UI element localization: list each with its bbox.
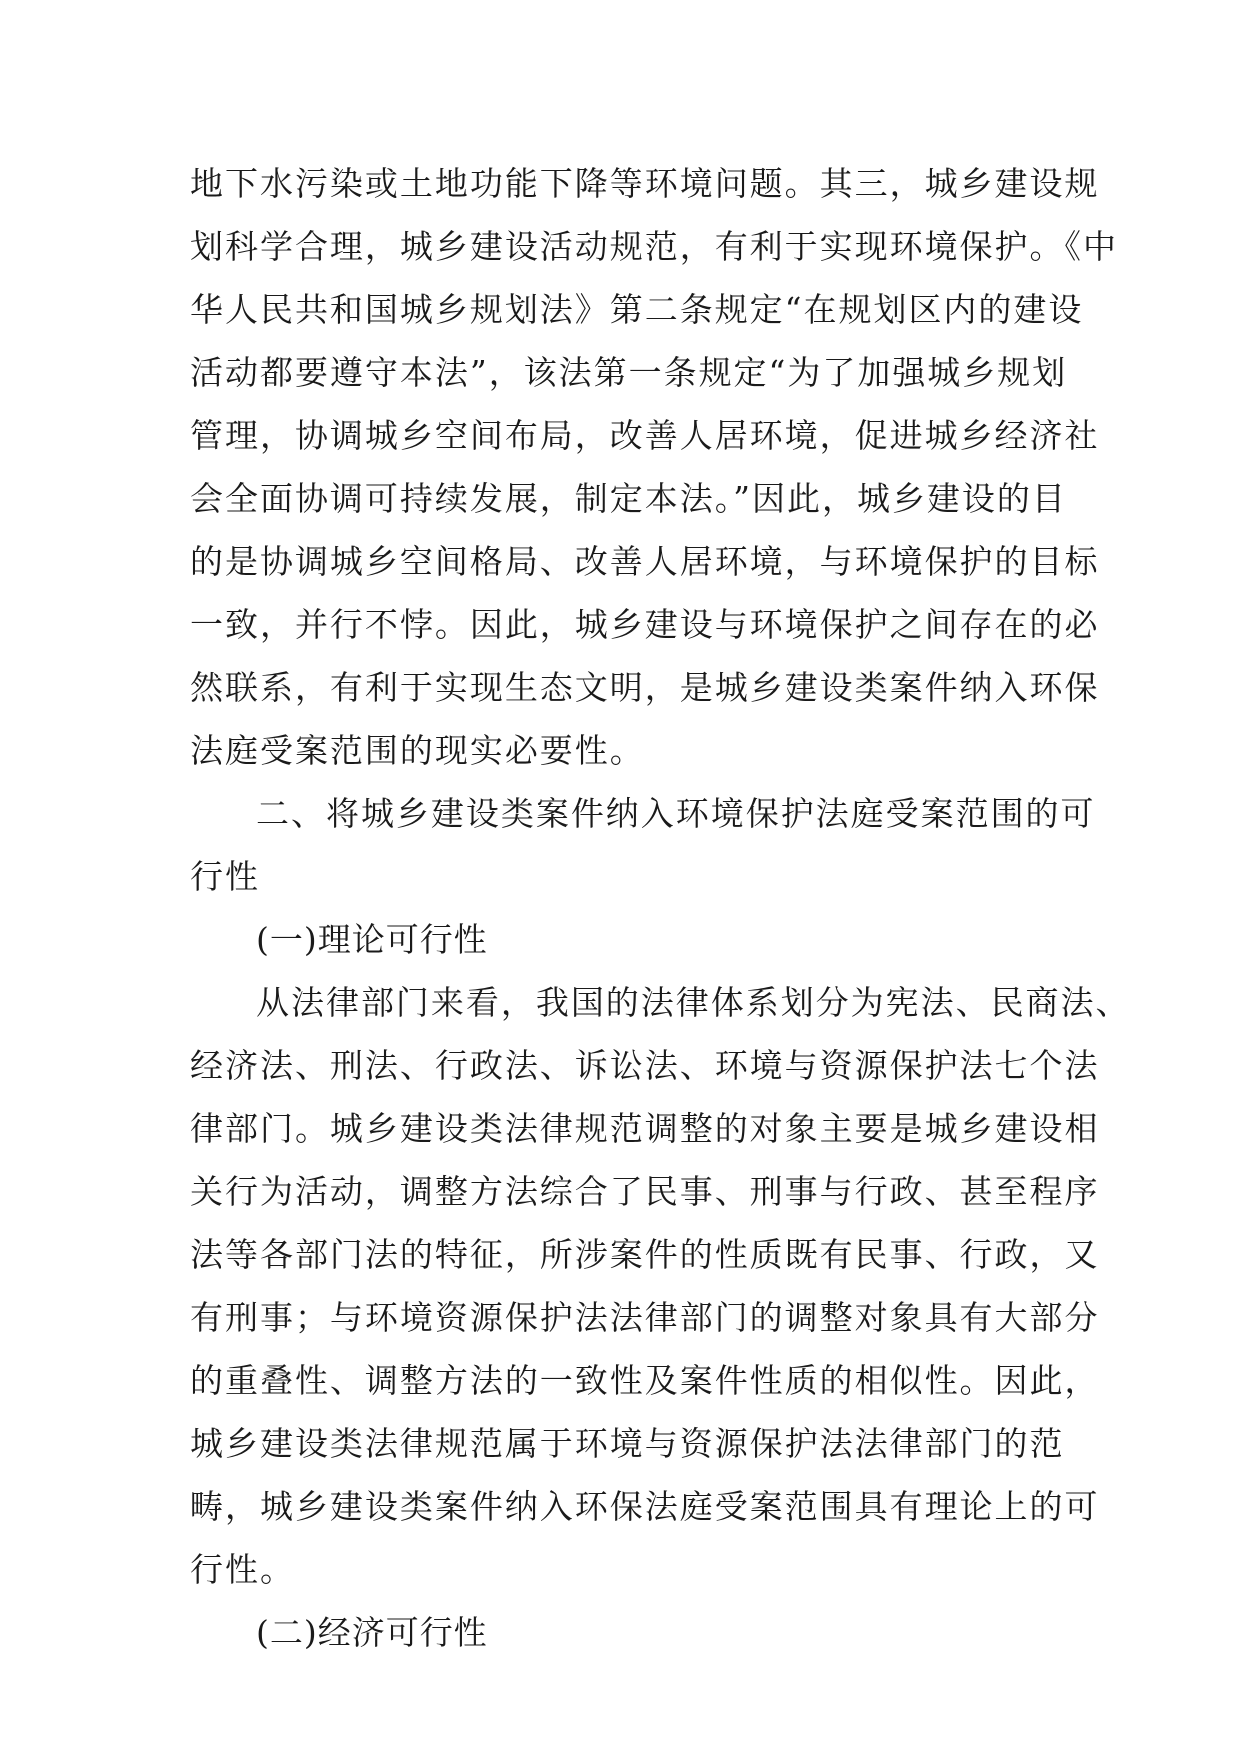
paragraph-line: 律部门。城乡建设类法律规范调整的对象主要是城乡建设相 xyxy=(190,1109,1100,1148)
paragraph-line: 城乡建设类法律规范属于环境与资源保护法法律部门的范 xyxy=(190,1424,1065,1463)
subsection-heading: (二)经济可行性 xyxy=(256,1613,488,1652)
paragraph-line: 法等各部门法的特征，所涉案件的性质既有民事、行政，又 xyxy=(190,1235,1100,1274)
paragraph-line: 然联系，有利于实现生态文明，是城乡建设类案件纳入环保 xyxy=(190,668,1100,707)
paragraph-line: 会全面协调可持续发展，制定本法。”因此，城乡建设的目 xyxy=(190,479,1067,518)
paragraph-line: 管理，协调城乡空间布局，改善人居环境，促进城乡经济社 xyxy=(190,416,1100,455)
paragraph-line: 的是协调城乡空间格局、改善人居环境，与环境保护的目标 xyxy=(190,542,1100,581)
paragraph-line: 华人民共和国城乡规划法》第二条规定“在规划区内的建设 xyxy=(190,290,1084,329)
paragraph-line: 活动都要遵守本法”，该法第一条规定“为了加强城乡规划 xyxy=(190,353,1068,392)
paragraph-line: 法庭受案范围的现实必要性。 xyxy=(190,731,645,770)
paragraph-line: 的重叠性、调整方法的一致性及案件性质的相似性。因此， xyxy=(190,1361,1100,1400)
paragraph-line: 畴，城乡建设类案件纳入环保法庭受案范围具有理论上的可 xyxy=(190,1487,1100,1526)
paragraph-line: 经济法、刑法、行政法、诉讼法、环境与资源保护法七个法 xyxy=(190,1046,1100,1085)
paragraph-line: 一致，并行不悖。因此，城乡建设与环境保护之间存在的必 xyxy=(190,605,1100,644)
paragraph-line: 行性。 xyxy=(190,1550,295,1589)
paragraph-line: 划科学合理，城乡建设活动规范，有利于实现环境保护。《中 xyxy=(190,227,1118,266)
paragraph-line: 关行为活动，调整方法综合了民事、刑事与行政、甚至程序 xyxy=(190,1172,1100,1211)
paragraph-line: 从法律部门来看，我国的法律体系划分为宪法、民商法、 xyxy=(256,983,1131,1022)
body-text xyxy=(190,152,1131,1664)
section-heading: 二、将城乡建设类案件纳入环境保护法庭受案范围的可 xyxy=(256,794,1096,833)
paragraph-line: 有刑事；与环境资源保护法法律部门的调整对象具有大部分 xyxy=(190,1298,1100,1337)
paragraph-line: 地下水污染或土地功能下降等环境问题。其三，城乡建设规 xyxy=(190,164,1100,203)
section-heading-continuation: 行性 xyxy=(190,857,260,896)
subsection-heading: (一)理论可行性 xyxy=(256,920,488,959)
